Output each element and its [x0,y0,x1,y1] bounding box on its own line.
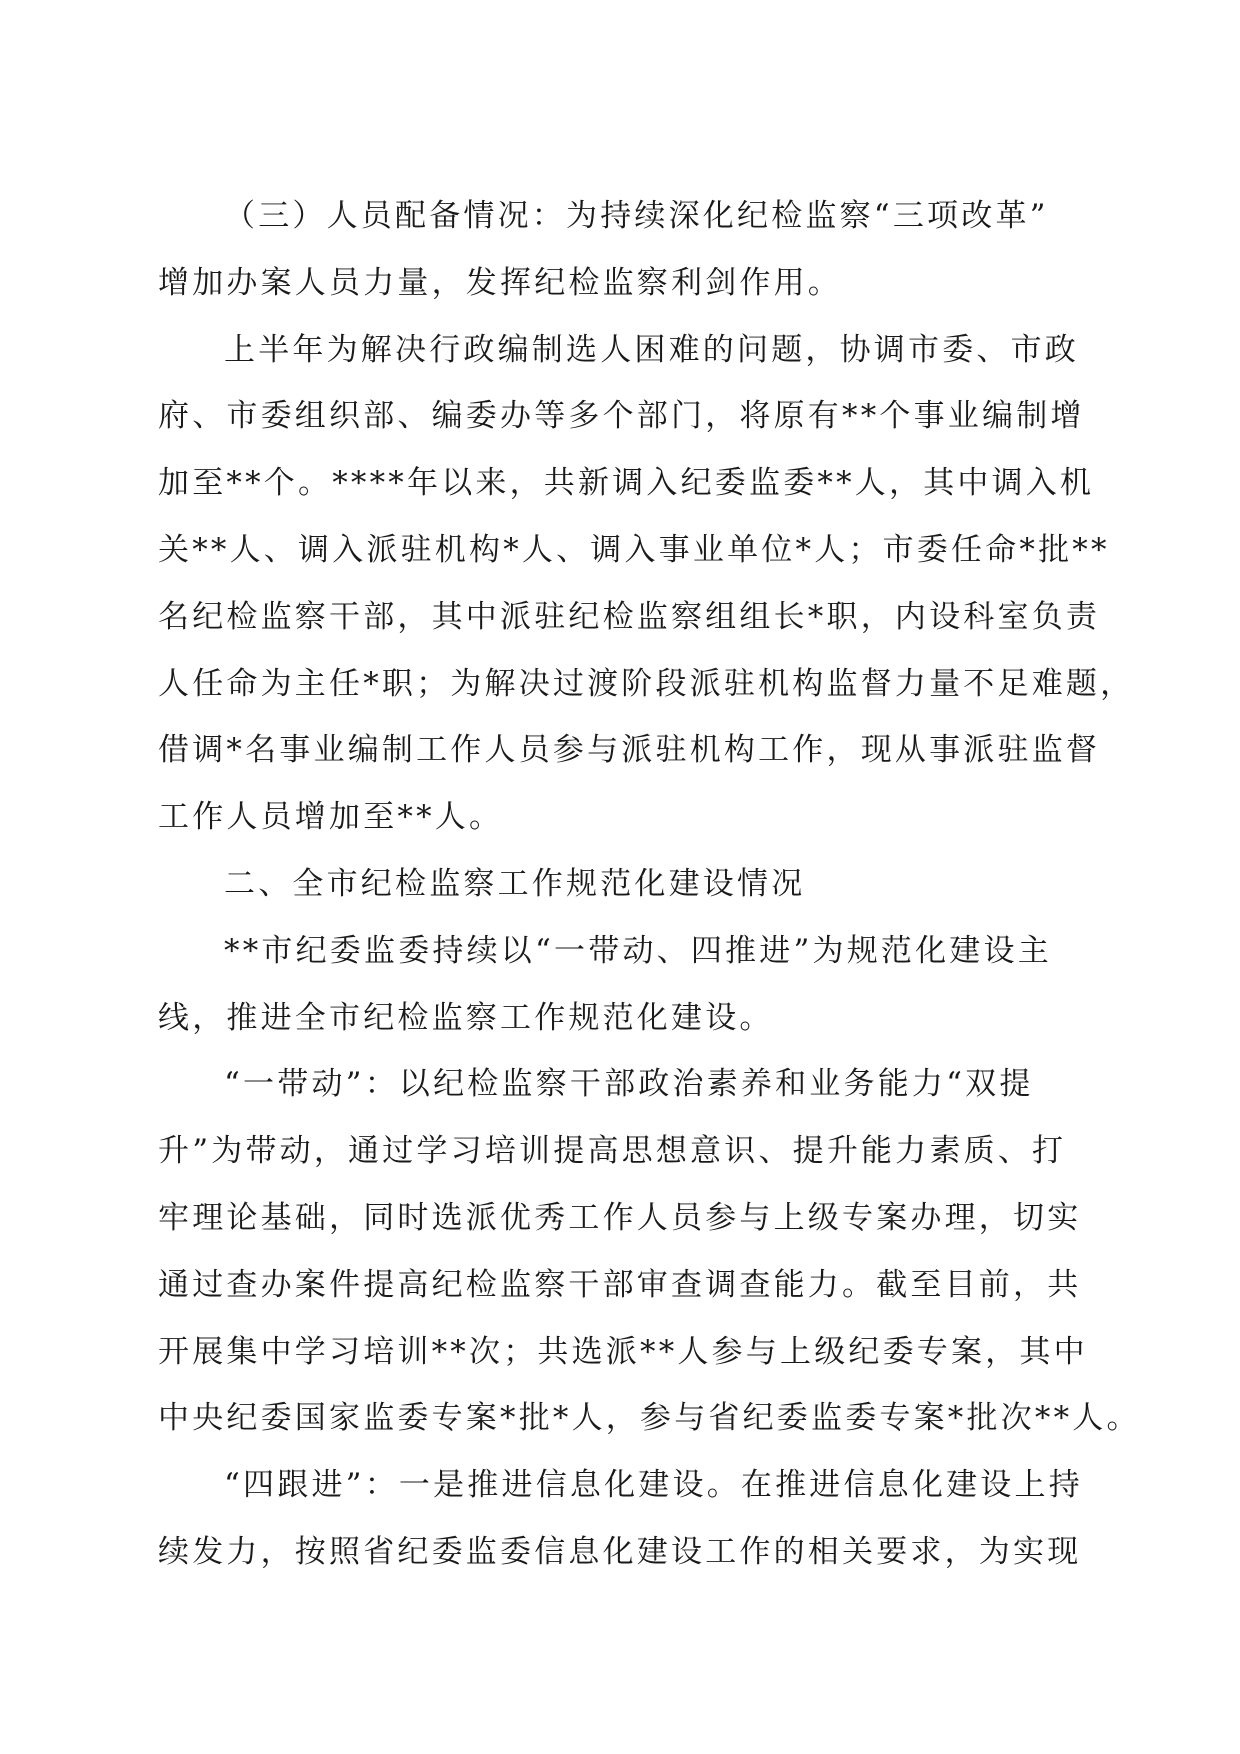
text-line: 通过查办案件提高纪检监察干部审查调查能力。截至目前，共 [158,1266,1082,1303]
text-line-paragraph-start: 上半年为解决行政编制选人困难的问题，协调市委、市政 [224,331,1079,368]
text-line: 开展集中学习培训**次；共选派**人参与上级纪委专案，其中 [158,1333,1088,1370]
text-line: 关**人、调入派驻机构*人、调入事业单位*人；市委任命*批** [158,531,1110,568]
text-line: 升”为带动，通过学习培训提高思想意识、提升能力素质、打 [158,1133,1067,1170]
text-line: 加至**个。****年以来，共新调入纪委监委**人，其中调入机 [158,465,1095,502]
text-line: 人任命为主任*职；为解决过渡阶段派驻机构监督力量不足难题， [158,665,1135,702]
text-line-paragraph-start: “一带动”：以纪检监察干部政治素养和业务能力“双提 [224,1066,1034,1103]
text-line: 中央纪委国家监委专案*批*人，参与省纪委监委专案*批次**人。 [158,1400,1141,1437]
text-line: 线，推进全市纪检监察工作规范化建设。 [158,999,774,1036]
text-line: 增加办案人员力量，发挥纪检监察利剑作用。 [158,264,842,301]
text-line-section-3-heading: （三）人员配备情况：为持续深化纪检监察“三项改革” [224,198,1049,234]
text-line: 牢理论基础，同时选派优秀工作人员参与上级专案办理，切实 [158,1199,1082,1236]
document-body [158,183,1141,1586]
section-heading: 二、全市纪检监察工作规范化建设情况 [224,865,806,902]
text-line: 续发力，按照省纪委监委信息化建设工作的相关要求，为实现 [158,1533,1082,1570]
text-line: 工作人员增加至**人。 [158,799,504,836]
text-line-paragraph-start: **市纪委监委持续以“一带动、四推进”为规范化建设主 [224,932,1052,969]
text-line: 借调*名事业编制工作人员参与派驻机构工作，现从事派驻监督 [158,732,1101,769]
text-line-paragraph-start: “四跟进”：一是推进信息化建设。在推进信息化建设上持 [224,1467,1083,1504]
text-line: 府、市委组织部、编委办等多个部门，将原有**个事业编制增 [158,398,1085,435]
text-line: 名纪检监察干部，其中派驻纪检监察组组长*职，内设科室负责 [158,598,1101,635]
